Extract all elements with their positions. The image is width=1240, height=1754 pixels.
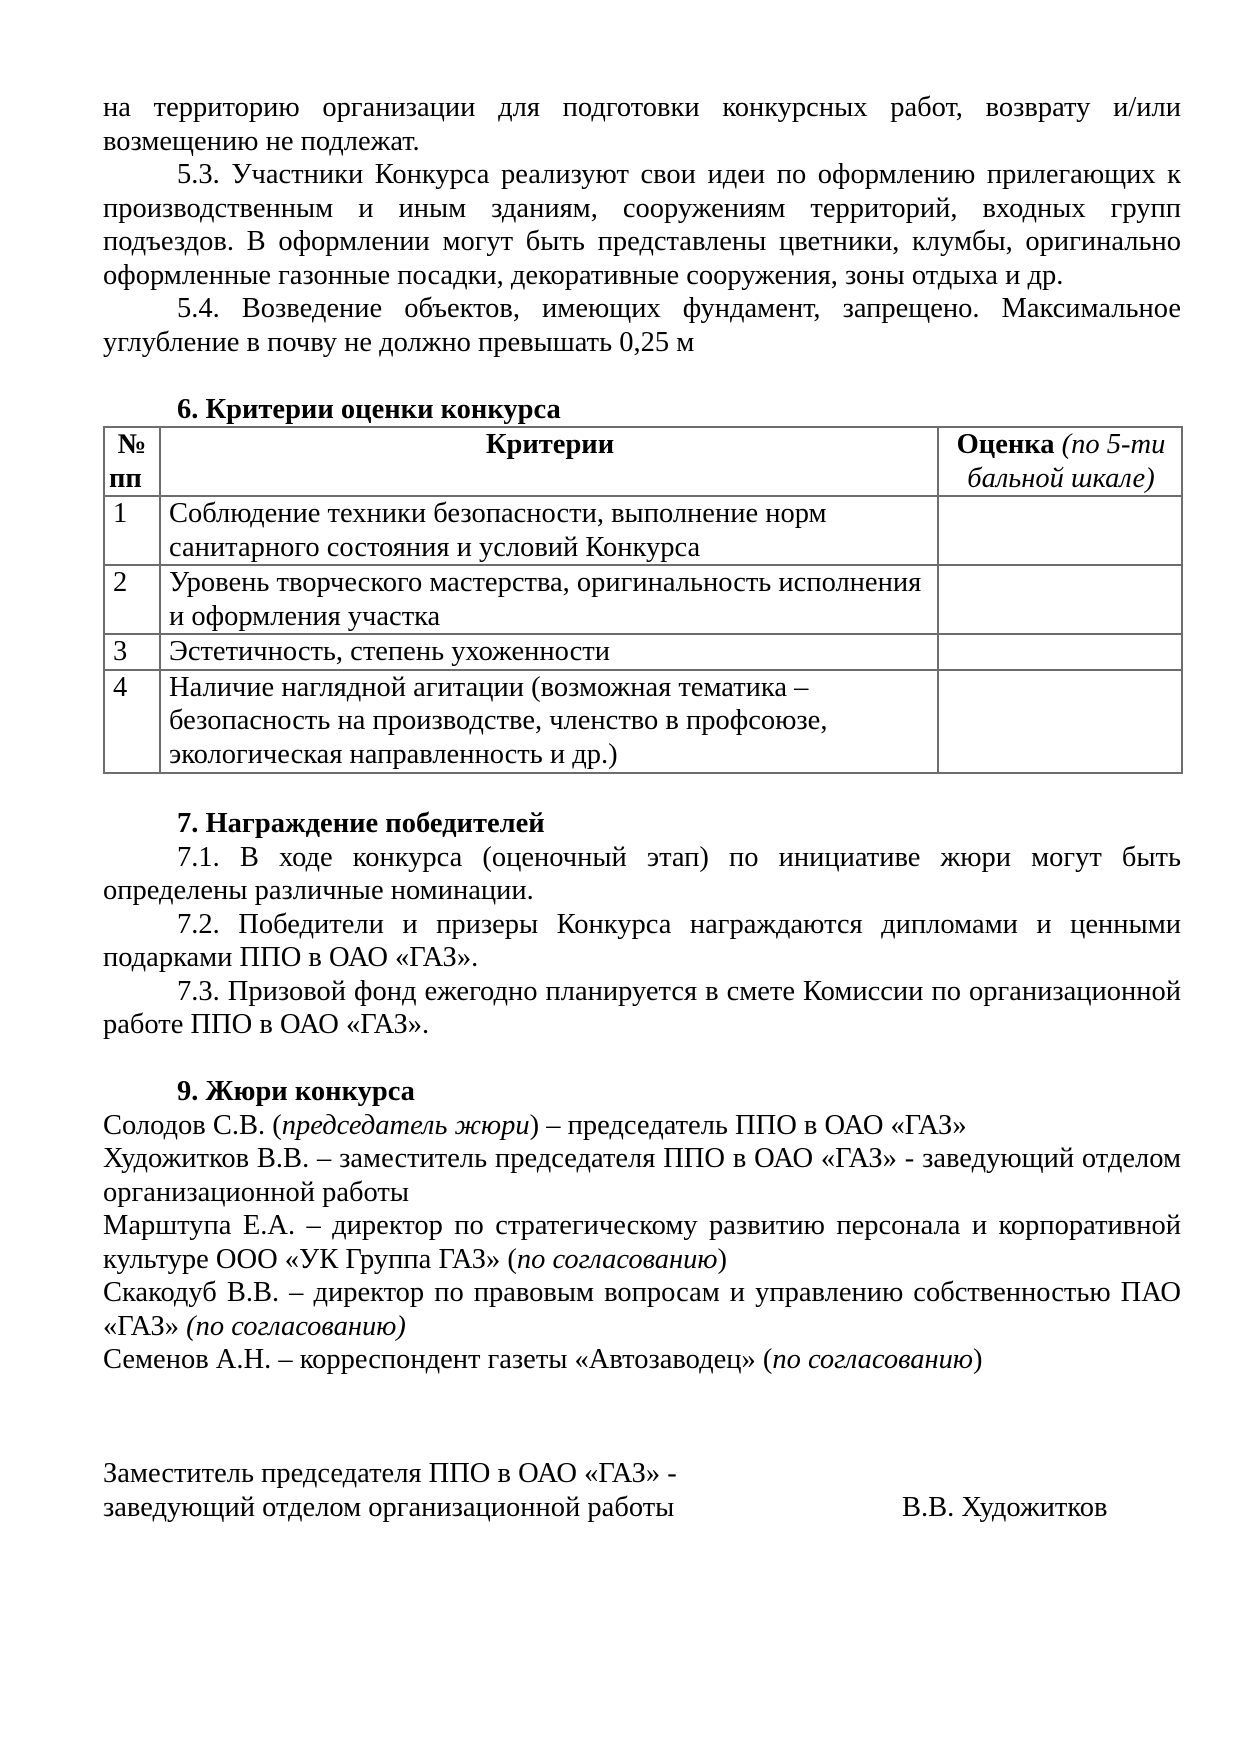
row-number: 1 bbox=[104, 496, 160, 565]
table-row bbox=[104, 634, 1182, 670]
jury-member bbox=[103, 1343, 1181, 1377]
paragraph-7-2: 7.2. Победители и призеры Конкурса награждаются дипломами и ценными подарками ППО в ОАО «ГАЗ». bbox=[103, 908, 1181, 973]
signature-title-line2 bbox=[103, 1491, 1181, 1525]
table-header-row bbox=[104, 427, 1182, 496]
section9-heading: 9. Жюри конкурса bbox=[177, 1076, 415, 1107]
header-number-symbol: № bbox=[117, 429, 147, 460]
header-number bbox=[104, 427, 160, 496]
section7-heading: 7. Награждение победителей bbox=[177, 808, 545, 839]
row-score-cell bbox=[938, 496, 1182, 565]
signature-title-text: заведующий отделом организационной работы bbox=[103, 1491, 675, 1523]
paragraph-5-4: 5.4. Возведение объектов, имеющих фундамент, запрещено. Максимальное углубление в почву не должно превышать 0,25 м bbox=[103, 293, 1181, 358]
paragraph-7-3: 7.3. Призовой фонд ежегодно планируется в смете Комиссии по организационной работе ППО в ОАО «ГАЗ». bbox=[103, 975, 1181, 1040]
signature-block bbox=[103, 1457, 1181, 1524]
jury-member-text: Марштупа Е.А. – директор по стратегическому развитию персонала и корпоративной культуре ООО «УК Группа ГАЗ» ( bbox=[103, 1210, 1181, 1275]
row-score-cell bbox=[938, 565, 1182, 634]
row-number: 4 bbox=[104, 670, 160, 773]
signature-name: В.В. Художитков bbox=[902, 1491, 1108, 1523]
jury-member bbox=[103, 1109, 1181, 1143]
jury-member-note: по согласованию bbox=[772, 1344, 974, 1375]
table-row bbox=[104, 670, 1182, 773]
section5-continuation: на территорию организации для подготовки конкурсных работ, возврату и/или возмещению не подлежат. bbox=[103, 92, 1181, 157]
jury-member-role: председатель жюри bbox=[281, 1109, 530, 1141]
row-criterion: Эстетичность, степень ухоженности bbox=[160, 634, 938, 670]
jury-member-text: Художитков В.В. – заместитель председателя ППО в ОАО «ГАЗ» - заведующий отделом организационной работы bbox=[103, 1143, 1181, 1208]
jury-member-note: (по согласованию) bbox=[186, 1310, 406, 1342]
jury-member-text: Солодов С.В. ( bbox=[103, 1109, 282, 1141]
row-criterion: Наличие наглядной агитации (возможная тематика – безопасность на производстве, членство в профсоюзе, экологическая направленность и др.) bbox=[160, 670, 938, 773]
jury-member bbox=[103, 1276, 1181, 1343]
jury-member-text: Скакодуб В.В. – директор по правовым вопросам и управлению собственностью ПАО «ГАЗ» bbox=[103, 1277, 1181, 1342]
spacer bbox=[103, 774, 1181, 808]
jury-member-rest: ) – председатель ППО в ОАО «ГАЗ» bbox=[529, 1109, 967, 1141]
table-row bbox=[104, 496, 1182, 565]
jury-member-note: по согласованию bbox=[516, 1243, 718, 1275]
section6-heading: 6. Критерии оценки конкурса bbox=[177, 393, 561, 425]
jury-member-rest: ) bbox=[717, 1243, 728, 1275]
spacer bbox=[103, 359, 1181, 393]
header-score-label: Оценка bbox=[956, 429, 1055, 460]
header-score-scale: (по 5-ти бальной шкале) bbox=[967, 429, 1166, 494]
header-score bbox=[938, 427, 1182, 496]
row-criterion: Уровень творческого мастерства, оригинальность исполнения и оформления участка bbox=[160, 565, 938, 634]
paragraph-7-1: 7.1. В ходе конкурса (оценочный этап) по инициативе жюри могут быть определены различные номинации. bbox=[103, 841, 1181, 906]
row-score-cell bbox=[938, 634, 1182, 670]
jury-member-text: Семенов А.Н. – корреспондент газеты «Автозаводец» ( bbox=[103, 1344, 773, 1375]
header-criteria: Критерии bbox=[160, 427, 938, 496]
signature-title-line1: Заместитель председателя ППО в ОАО «ГАЗ» - bbox=[103, 1458, 677, 1489]
header-number-pp: пп bbox=[109, 462, 142, 494]
row-number: 2 bbox=[104, 565, 160, 634]
jury-member bbox=[103, 1142, 1181, 1209]
table-row bbox=[104, 565, 1182, 634]
row-criterion: Соблюдение техники безопасности, выполнение норм санитарного состояния и условий Конкурса bbox=[160, 496, 938, 565]
document-page bbox=[103, 91, 1181, 1377]
paragraph-5-3: 5.3. Участники Конкурса реализуют свои идеи по оформлению прилегающих к производственным и иным зданиям, сооружениям территорий, входных групп подъездов. В оформлении могут быть представлены цветники, клумбы, оригинально оформленные газонные посадки, декоративные сооружения, зоны отдыха и др. bbox=[103, 159, 1181, 291]
row-score-cell bbox=[938, 670, 1182, 773]
spacer bbox=[103, 1042, 1181, 1076]
jury-member bbox=[103, 1209, 1181, 1276]
criteria-table bbox=[103, 426, 1183, 774]
row-number: 3 bbox=[104, 634, 160, 670]
jury-member-rest: ) bbox=[973, 1344, 983, 1375]
